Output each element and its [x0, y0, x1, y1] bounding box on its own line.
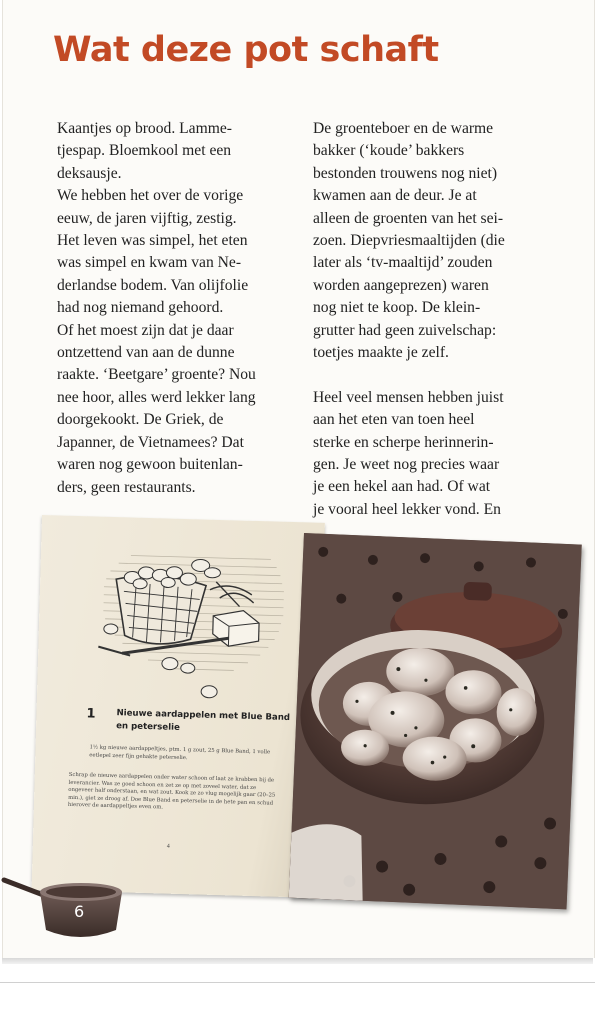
- text-line: bakker (‘koude’ bakkers: [313, 142, 465, 160]
- text-line: Of het moest zijn dat je daar: [57, 321, 234, 339]
- text-line: Japanner, de Vietnamees? Dat: [57, 433, 244, 451]
- cooking-pan-icon: [0, 868, 130, 948]
- text-line: had nog niemand gehoord.: [57, 299, 224, 317]
- text-line: deksausje.: [57, 164, 122, 182]
- text-line: We hebben het over de vorige: [57, 187, 244, 205]
- recipe-instructions: Schrap de nieuwe aardappelen onder water schoon of laat ze krabben bij de leverancier. Was ze goed schoon en zet ze op met zoveel water, dat ze ongeveer half onderstaan, en wat zout. Kook ze zo vlug mogelijk gaar (20–25 min.), giet ze droog af. Doe Blue Band en peterselie in de hete pan en schud hierover de aardappeltjes even om.: [67, 771, 276, 811]
- booklet-right-page: [289, 533, 582, 909]
- text-line: sterke en scherpe herinnerin-: [313, 433, 494, 451]
- recipe-number: 1: [86, 706, 96, 722]
- text-line: tjespap. Bloemkool met een: [57, 142, 232, 160]
- text-line: raakte. ‘Beetgare’ groente? Nou: [57, 366, 256, 384]
- page-title: Wat deze pot schaft: [53, 30, 439, 70]
- text-line: kwamen aan de deur. Je at: [313, 187, 477, 205]
- text-line: ders, geen restaurants.: [57, 478, 196, 496]
- left-text-column: [57, 118, 302, 499]
- text-line: bestonden trouwens nog niet): [313, 164, 498, 182]
- text-line: was simpel en kwam van Ne-: [57, 254, 242, 272]
- text-line: grutter had geen zuivelschap:: [313, 321, 497, 339]
- text-line: doorgekookt. De Griek, de: [57, 411, 224, 429]
- text-line: ontzettend van aan de dunne: [57, 344, 235, 362]
- page-number: 6: [74, 902, 85, 921]
- text-line: waren nog gewoon buitenlan-: [57, 456, 243, 474]
- text-line: gen. Je weet nog precies waar: [313, 456, 500, 474]
- text-line: eeuw, de jaren vijftig, zestig.: [57, 209, 237, 227]
- text-line: derlandse bodem. Van olijfolie: [57, 276, 249, 294]
- potato-basket-illustration: [37, 515, 325, 713]
- text-line: De groenteboer en de warme: [313, 120, 494, 137]
- recipe-title: Nieuwe aardappelen met Blue Band en peterselie: [115, 708, 291, 733]
- text-line: alleen de groenten van het sei-: [313, 209, 504, 227]
- text-line: Het leven was simpel, het eten: [57, 232, 248, 250]
- text-line: zoen. Diepvriesmaaltijden (die: [313, 232, 505, 250]
- footer-divider: [0, 982, 595, 983]
- right-text-column: [313, 118, 553, 521]
- text-line: aan het eten van toen heel: [313, 411, 475, 429]
- booklet-photo: [42, 515, 588, 901]
- text-line: je vooral heel lekker vond. En: [313, 500, 501, 518]
- text-line: toetjes maakte je zelf.: [313, 344, 449, 362]
- recipe-ingredients: 1½ kg nieuwe aardappeltjes, ptm. 1 g zout, 25 g Blue Band, 1 volle eetlepel zeer fijn gehakte peterselie.: [89, 744, 271, 761]
- text-line: nee hoor, alles werd lekker lang: [57, 388, 256, 406]
- text-line: je een hekel aan had. Of wat: [313, 478, 491, 496]
- text-line: later als ‘tv-maaltijd’ zouden: [313, 254, 493, 272]
- text-line: worden aangeprezen) waren: [313, 276, 489, 294]
- text-line: Heel veel mensen hebben juist: [313, 388, 504, 406]
- paragraph-gap: [313, 364, 553, 386]
- text-line: nog niet te koop. De klein-: [313, 299, 481, 317]
- page-shadow: [2, 958, 593, 964]
- text-line: Kaantjes op brood. Lamme-: [57, 120, 232, 137]
- potato-dish-photo: [289, 533, 582, 909]
- booklet-left-page: [32, 515, 325, 898]
- booklet-page-number: 4: [166, 843, 170, 850]
